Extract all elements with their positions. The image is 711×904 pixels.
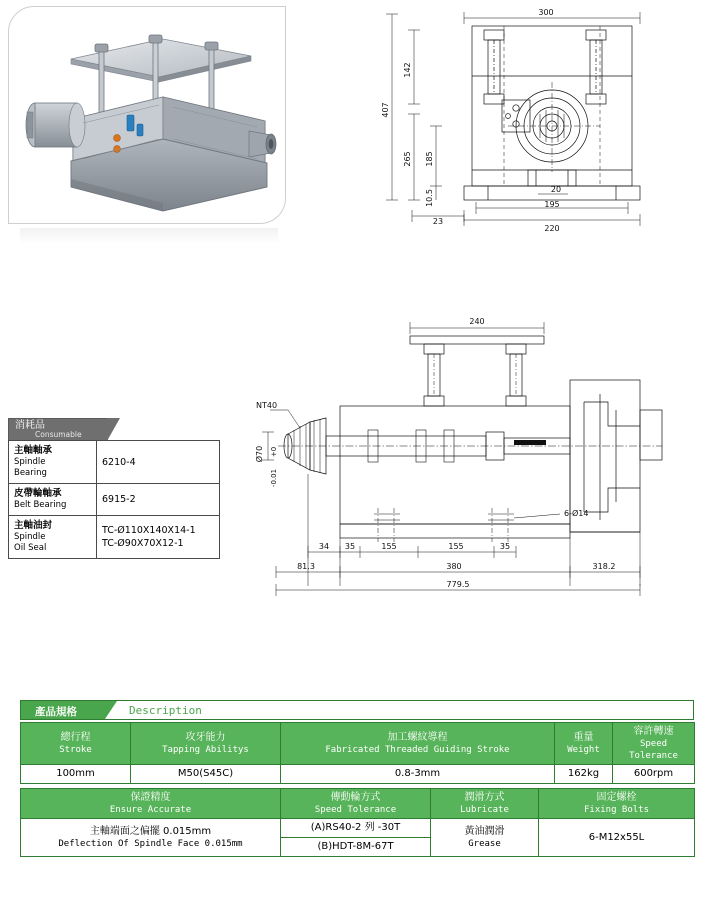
consumables-title-cn: 消耗品	[15, 420, 45, 431]
label-cn: 主軸軸承	[14, 445, 53, 456]
dim-20: 20	[550, 185, 562, 194]
spec-value-weight: 162kg	[555, 765, 613, 784]
col-en: Lubricate	[460, 805, 509, 815]
product-photo	[13, 11, 281, 219]
spec-value-row-2	[21, 819, 695, 838]
table-row	[9, 516, 220, 559]
col-en: Speed Tolerance	[629, 739, 678, 761]
spec-title-en: Description	[129, 704, 202, 717]
spec-col-drive	[281, 789, 431, 819]
label-en-1: Spindle	[14, 532, 46, 542]
specification-section	[20, 700, 694, 857]
spec-value-thread-lead: 0.8-3mm	[281, 765, 555, 784]
product-photo-panel	[8, 6, 286, 224]
spec-value-tapping: M50(S45C)	[131, 765, 281, 784]
spec-col-speed	[613, 723, 695, 765]
dim-195: 195	[544, 200, 560, 209]
dim-220: 220	[544, 224, 560, 233]
spec-title-cn: 產品規格	[35, 706, 77, 718]
table-row	[9, 484, 220, 516]
consumables-header	[8, 418, 108, 440]
spec-value-drive-b: (B)HDT-8M-67T	[281, 838, 431, 857]
dim-tol-lower: -0.01	[270, 468, 278, 488]
lubricate-en: Grease	[468, 839, 501, 849]
spec-table-1	[20, 722, 695, 784]
col-cn: 攻牙能力	[185, 732, 226, 743]
consumable-value-oil-seal	[97, 516, 220, 559]
front-view-drawing	[360, 4, 705, 243]
label-en-1: Belt Bearing	[14, 500, 67, 510]
dim-34: 34	[318, 542, 330, 551]
spindle-unit-illustration	[13, 11, 281, 219]
spec-value-stroke: 100mm	[21, 765, 131, 784]
consumable-label-belt-bearing	[9, 484, 97, 516]
spec-col-stroke	[21, 723, 131, 765]
consumable-value-spindle-bearing: 6210-4	[97, 441, 220, 484]
dim-779-5: 779.5	[446, 580, 470, 589]
col-cn: 加工螺紋導程	[387, 732, 448, 743]
consumables-title-en: Consumable	[35, 430, 82, 439]
spec-value-drive-a: (A)RS40-2 列 -30T	[281, 819, 431, 838]
consumable-label-spindle-bearing	[9, 441, 97, 484]
consumables-table	[8, 440, 220, 559]
dim-318-2: 318.2	[592, 562, 616, 571]
photo-shadow	[20, 228, 278, 244]
col-en: Tapping Abilitys	[162, 745, 249, 755]
col-cn: 固定螺栓	[596, 792, 637, 803]
spec-value-row-1	[21, 765, 695, 784]
dim-407: 407	[381, 102, 390, 118]
dim-35-b: 35	[499, 542, 511, 551]
col-cn: 傳動輪方式	[330, 792, 381, 803]
spec-header-row-1	[21, 723, 695, 765]
label-nt40: NT40	[256, 401, 278, 410]
label-en-1: Spindle	[14, 457, 46, 467]
spec-value-lubricate	[431, 819, 539, 857]
table-row	[9, 441, 220, 484]
label-cn: 皮帶輪軸承	[14, 488, 62, 499]
col-en: Stroke	[59, 745, 92, 755]
col-cn: 重量	[573, 732, 594, 743]
dim-155-b: 155	[448, 542, 464, 551]
dim-265: 265	[403, 151, 412, 167]
dim-10-5: 10.5	[425, 189, 434, 207]
spec-col-tapping	[131, 723, 281, 765]
col-en: Fixing Bolts	[583, 805, 650, 815]
dim-185: 185	[425, 151, 434, 167]
col-cn: 保證精度	[130, 792, 171, 803]
col-en: Weight	[567, 745, 600, 755]
col-cn: 容許轉速	[633, 726, 674, 737]
label-en-2: Bearing	[14, 468, 47, 478]
col-en: Fabricated Threaded Guiding Stroke	[325, 745, 510, 755]
col-en: Ensure Accurate	[109, 805, 192, 815]
dim-tol-upper: +0	[270, 446, 278, 458]
col-cn: 總行程	[60, 732, 91, 743]
lubricate-cn: 黃油潤滑	[464, 826, 505, 837]
consumables-section	[8, 418, 220, 559]
dim-142: 142	[403, 62, 412, 78]
spec-col-bolts	[539, 789, 695, 819]
col-cn: 潤滑方式	[464, 792, 505, 803]
dim-bore-70: Ø70	[255, 445, 264, 463]
dim-35-a: 35	[344, 542, 356, 551]
spec-table-2	[20, 788, 695, 857]
col-en: Speed Tolerance	[314, 805, 397, 815]
accuracy-en: Deflection Of Spindle Face 0.015mm	[58, 839, 243, 849]
dim-6-holes: 6-Ø14	[564, 509, 589, 518]
spec-col-lubricate	[431, 789, 539, 819]
spec-col-thread-lead	[281, 723, 555, 765]
spec-col-weight	[555, 723, 613, 765]
spec-value-speed: 600rpm	[613, 765, 695, 784]
spec-header-row-2	[21, 789, 695, 819]
consumable-value-belt-bearing: 6915-2	[97, 484, 220, 516]
dim-155-a: 155	[381, 542, 397, 551]
spec-header-bar	[20, 700, 694, 720]
spec-col-accuracy	[21, 789, 281, 819]
dim-380: 380	[446, 562, 462, 571]
spec-value-bolts: 6-M12x55L	[539, 819, 695, 857]
label-cn: 主軸油封	[14, 520, 53, 531]
label-en-2: Oil Seal	[14, 543, 47, 553]
dim-23: 23	[432, 217, 444, 226]
oil-seal-value-1: TC-Ø110X140X14-1	[102, 525, 196, 536]
side-view-drawing	[248, 306, 698, 610]
oil-seal-value-2: TC-Ø90X70X12-1	[102, 538, 184, 549]
consumable-label-oil-seal	[9, 516, 97, 559]
dim-240: 240	[469, 317, 485, 326]
spec-value-accuracy	[21, 819, 281, 857]
accuracy-cn: 主軸端面之偏擺 0.015mm	[89, 826, 212, 837]
dim-81-3: 81.3	[297, 562, 315, 571]
dim-300: 300	[538, 8, 554, 17]
